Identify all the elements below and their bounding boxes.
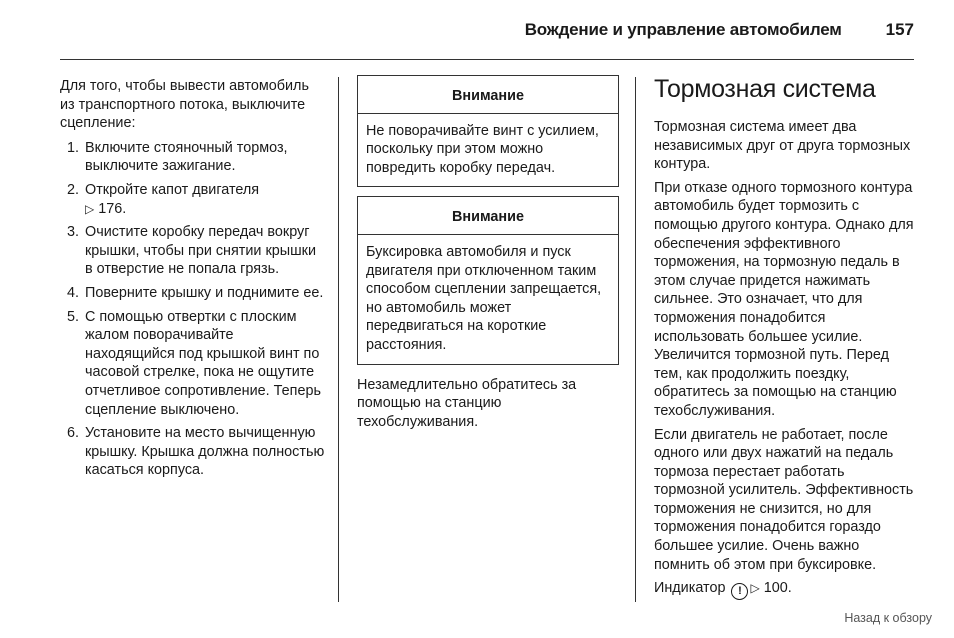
header-title: Вождение и управление автомобилем [524,20,842,39]
list-item [60,139,326,176]
assistance-text: Незамедлительно обратитесь за помощью на станцию техобслуживания. [357,376,577,430]
step-text: С помощью отвертки с плоским жалом поворачивайте находящийся под крышкой винт по часовой стрелке, пока не ощутите отчетливое сопротивление. Теперь сцепление выключено. [85,308,321,418]
column-middle [357,75,619,431]
column-divider-right [635,77,636,602]
step-number: 5. [67,308,80,325]
list-item [60,284,326,303]
paragraph: Если двигатель не работает, после одного или двух нажатий на педаль тормоза перестает работать тормозной усилитель. Эффективность торможения не снизится, но для торможения понадобится гораздо большее усилие. Очень важно помнить об этом при буксировке. [654,426,914,573]
list-item [60,223,326,279]
list-item [60,181,326,218]
brake-warning-icon: ! [731,583,748,600]
paragraph: При отказе одного тормозного контура автомобиль будет тормозить с помощью другого контура. Однако для обеспечения эффективного торможения, на тормозную педаль в этом случае придется нажимать сильнее. Это означает, что для торможения понадобится использовать большее усилие. Увеличится тормозной путь. Перед тем, как продолжить поездку, обратитесь за помощью на станцию техобслуживания. [654,179,914,419]
step-text: Откройте капот двигателя [85,181,260,198]
step-text: Поверните крышку и поднимите ее. [85,284,324,301]
column-right [654,73,916,605]
column-divider-left [338,77,339,602]
triangle-arrow-icon: ▷ [750,581,760,596]
indicator-line [654,579,916,600]
list-item [60,308,326,420]
triangle-arrow-icon: ▷ [85,201,95,216]
page-reference[interactable]: 176. [98,200,127,217]
section-title: Тормозная система [654,75,876,103]
paragraph: Тормозная система имеет два независимых друг от друга тормозных контура. [654,119,911,173]
indicator-label: Индикатор [654,580,726,597]
page-number: 157 [885,20,914,39]
step-number: 3. [67,224,80,241]
step-text: Включите стояночный тормоз, выключите зажигание. [85,139,288,175]
warning-text: Не поворачивайте винт с усилием, поскольку при этом можно повредить коробку передач. [366,122,599,176]
step-text: Установите на место вычищенную крышку. Крышка должна полностью касаться корпуса. [85,425,325,479]
warning-box [357,75,619,187]
step-number: 6. [67,425,80,442]
header-divider [60,59,914,60]
warning-box [357,196,619,364]
warning-text: Буксировка автомобиля и пуск двигателя при отключенном таким способом сцеплении запрещается, но автомобиль может передвигаться на короткие расстояния. [366,243,602,353]
page-reference[interactable]: 100. [763,580,792,597]
list-item [60,424,326,480]
step-text: Очистите коробку передач вокруг крышки, чтобы при снятии крышки в отверстие не попала грязь. [85,224,316,278]
intro-text: Для того, чтобы вывести автомобиль из транспортного потока, выключите сцепление: [60,78,309,132]
steps-list [60,139,326,480]
step-number: 2. [67,181,80,198]
step-body [85,181,326,218]
page-header [525,20,914,40]
step-number: 4. [67,284,80,301]
warning-title: Внимание [358,76,618,114]
step-number: 1. [67,139,80,156]
warning-title: Внимание [358,197,618,235]
column-left [60,77,326,485]
back-to-overview-link[interactable]: Назад к обзору [844,611,932,625]
